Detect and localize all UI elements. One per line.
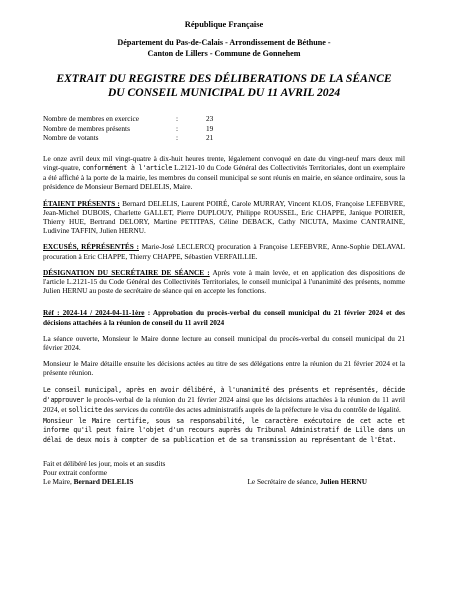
decision-text: le procès-verbal de la réunion du 21 février 2024 ainsi que les décisions attachées à la réunion du 11 avril 2024, et bbox=[43, 394, 405, 414]
departement-line-1: Département du Pas-de-Calais - Arrondissement de Béthune - bbox=[117, 38, 331, 48]
republique-heading: République Française bbox=[184, 20, 264, 29]
deliberation-subject: : Approbation du procès-verbal du conseil municipal du 21 février 2024 et des décisions attachées à la réunion de conseil du 11 avril 2024 bbox=[43, 308, 406, 327]
presents-paragraph bbox=[43, 199, 405, 236]
secretaire-label: DÉSIGNATION DU SECRÉTAIRE DE SÉANCE : bbox=[43, 267, 210, 277]
closing-block bbox=[43, 459, 405, 487]
departement-line-2: Canton de Lillers - Commune de Gonnehem bbox=[147, 48, 301, 58]
maire-label: Le Maire, bbox=[43, 477, 74, 487]
secretaire-signature bbox=[247, 477, 367, 486]
intro-text-end: L.2121-10 du Code Général des Collectivités Territoriales, dont un exemplaire a été affiché à la porte de la mairie, les membres du conseil municipal se sont réunis en mairie, en séance ordinaire, sous la présidence de Monsieur Bernard DELELIS, Maire. bbox=[43, 162, 405, 192]
stat-row bbox=[43, 133, 405, 143]
intro-text: Le onze avril deux mil vingt-quatre à dix-huit heures trente, légalement convoqué en date du vingt-neuf mars deux mil vingt-quatre, bbox=[43, 153, 405, 172]
deliberation-paragraph-2: Monsieur le Maire détaille ensuite les décisions actées au titre de ses délégations entre la réunion du 21 février 2024 et la présente réunion. bbox=[43, 359, 405, 378]
title-line-2: DU CONSEIL MUNICIPAL DU 11 AVRIL 2024 bbox=[107, 86, 341, 100]
intro-handwritten-text: conformément à l'article bbox=[82, 163, 173, 172]
secretaire-paragraph bbox=[43, 268, 405, 296]
sollicite-handwritten-text: sollicite bbox=[68, 405, 102, 414]
maire-name: Bernard DELELIS bbox=[73, 477, 134, 487]
decision-text-end: des services du contrôle des actes administratifs auprès de la préfecture le visa du contrôle de légalité. bbox=[101, 404, 401, 414]
document-title bbox=[43, 72, 405, 100]
convocation-paragraph bbox=[43, 154, 405, 192]
stat-label: Nombre de membres présents bbox=[43, 123, 130, 133]
closing-line-1: Fait et délibéré les jour, mois et an susdits bbox=[43, 458, 166, 468]
title-line-1: EXTRAIT DU REGISTRE DES DÉLIBERATIONS DE LA SÉANCE bbox=[56, 72, 392, 86]
excuses-list: Marie-José LECLERCQ procuration à Françoise LEFEBVRE, Anne-Sophie DELAVAL procuration à Eric CHAPPE, Thierry CHAPPE, Sébastien VERFAILLIE. bbox=[43, 242, 406, 261]
stat-value: 19 bbox=[206, 123, 214, 133]
deliberation-paragraph-4: Monsieur le Maire certifie, sous sa responsabilité, le caractère exécutoire de cet acte et informe qu'il peut faire l'objet d'un recours auprès du Tribunal Administratif de Lille dans un délai de deux mois à compter de sa publication et de sa transmission au représentant de l'État. bbox=[43, 417, 405, 444]
stat-label: Nombre de votants bbox=[43, 133, 99, 143]
presents-list: Bernard DELELIS, Laurent POIRÉ, Carole MURRAY, Vincent KLOS, Françoise LEFEBVRE, Jean-Michel DUBOIS, Charlette GALLET, Pierre DUPLOUY, Philippe ROUSSEL, Eric CHAPPE, Janique POIRIER, Thierry HUE, Bertrand DELORY, Martine PETITPAS, Céline DEBACK, Cathy NICUTA, Maxime CANTRAINE, Ludivine TAFFIN, Julien HERNU. bbox=[43, 198, 406, 236]
reference-number: Réf : 2024-14 / 2024-04-11-1ère bbox=[43, 308, 145, 318]
deliberation-paragraph-3 bbox=[43, 385, 405, 416]
signature-row bbox=[43, 477, 405, 486]
stat-value: 23 bbox=[206, 114, 214, 124]
stat-colon: : bbox=[176, 133, 179, 143]
stat-colon: : bbox=[176, 123, 179, 133]
stat-row bbox=[43, 114, 405, 124]
presents-label: ÉTAIENT PRÉSENTS : bbox=[43, 198, 120, 208]
secretaire-text: Après vote à main levée, et en application des dispositions de l'article L.2121-15 du Code Général des Collectivités Territoriales, le conseil municipal à l'unanimité des présents, nomme Julien HERNU au poste de secrétaire de séance qui en accepte les fonctions. bbox=[43, 267, 405, 296]
membership-stats bbox=[43, 114, 405, 143]
closing-line-2: Pour extrait conforme bbox=[43, 467, 108, 477]
excuses-paragraph bbox=[43, 242, 405, 260]
maire-signature bbox=[43, 477, 133, 486]
departement-heading bbox=[43, 38, 405, 59]
stat-colon: : bbox=[176, 114, 179, 124]
secretaire-name: Julien HERNU bbox=[319, 477, 367, 487]
stat-label: Nombre de membres en exercice bbox=[43, 114, 140, 124]
stat-value: 21 bbox=[206, 133, 214, 143]
deliberation-paragraph-1: La séance ouverte, Monsieur le Maire donne lecture au conseil municipal du procès-verbal du conseil municipal du 21 février 2024. bbox=[43, 333, 405, 352]
decision-handwritten-text: Le conseil municipal, après en avoir délibéré, à l'unanimité des présents et représentés, décide d'approuver bbox=[43, 385, 405, 404]
excuses-label: EXCUSÉS, RÉPRÉSENTÉS : bbox=[43, 242, 139, 252]
secretaire-signature-label: Le Secrétaire de séance, bbox=[247, 477, 320, 487]
stat-row bbox=[43, 124, 405, 134]
deliberation-reference bbox=[43, 308, 405, 326]
